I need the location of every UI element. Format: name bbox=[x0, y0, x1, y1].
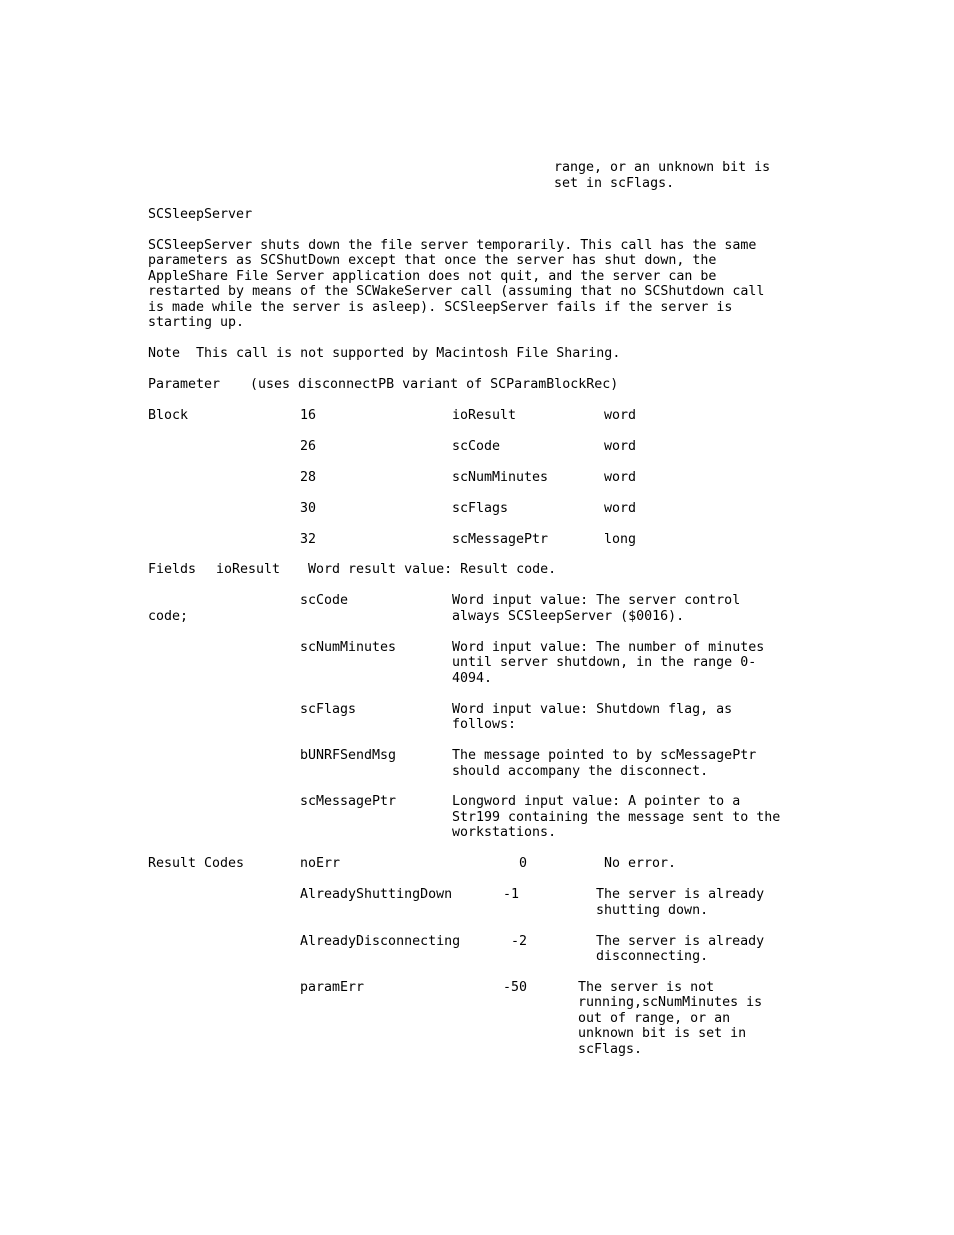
param-offset: 28 bbox=[300, 470, 317, 485]
result-code-desc: The server is already bbox=[596, 887, 765, 902]
continuation-line-2: set in scFlags. bbox=[554, 176, 675, 191]
param-type: word bbox=[604, 501, 637, 516]
field-name: bUNRFSendMsg bbox=[300, 748, 397, 763]
result-code-desc: unknown bit is set in bbox=[578, 1026, 747, 1041]
field-desc: always SCSleepServer ($0016). bbox=[452, 609, 685, 624]
description-line: starting up. bbox=[148, 315, 245, 330]
param-offset: 30 bbox=[300, 501, 317, 516]
result-code-name: AlreadyDisconnecting bbox=[300, 934, 461, 949]
continuation-line-1: range, or an unknown bit is bbox=[554, 160, 771, 175]
param-type: word bbox=[604, 470, 637, 485]
result-code-desc: shutting down. bbox=[596, 903, 709, 918]
result-code-name: noErr bbox=[300, 856, 341, 871]
block-label: Block bbox=[148, 408, 189, 423]
result-code-value: -2 bbox=[511, 934, 528, 949]
note-text: Note This call is not supported by Macintosh File Sharing. bbox=[148, 346, 621, 361]
param-name: scFlags bbox=[452, 501, 509, 516]
field-name: scFlags bbox=[300, 702, 357, 717]
result-code-desc: No error. bbox=[604, 856, 677, 871]
field-name: scCode bbox=[300, 593, 349, 608]
section-heading: SCSleepServer bbox=[148, 207, 253, 222]
description-line: SCSleepServer shuts down the file server temporarily. This call has the same bbox=[148, 238, 757, 253]
result-codes-label: Result Codes bbox=[148, 856, 245, 871]
result-code-value: 0 bbox=[519, 856, 528, 871]
field-desc: Word input value: The server control bbox=[452, 593, 741, 608]
field-desc: Word input value: The number of minutes bbox=[452, 640, 765, 655]
result-code-desc: out of range, or an bbox=[578, 1011, 731, 1026]
field-desc: Word result value: Result code. bbox=[308, 562, 557, 577]
field-desc: should accompany the disconnect. bbox=[452, 764, 709, 779]
description-line: restarted by means of the SCWakeServer call (assuming that no SCShutdown call bbox=[148, 284, 765, 299]
param-name: ioResult bbox=[452, 408, 517, 423]
result-code-desc: disconnecting. bbox=[596, 949, 709, 964]
param-offset: 32 bbox=[300, 532, 317, 547]
param-type: word bbox=[604, 439, 637, 454]
result-code-desc: scFlags. bbox=[578, 1042, 643, 1057]
param-offset: 16 bbox=[300, 408, 317, 423]
field-desc: The message pointed to by scMessagePtr bbox=[452, 748, 757, 763]
param-type: word bbox=[604, 408, 637, 423]
field-desc: Str199 containing the message sent to the bbox=[452, 810, 781, 825]
parameter-label: Parameter bbox=[148, 377, 221, 392]
description-line: parameters as SCShutDown except that once the server has shut down, the bbox=[148, 253, 717, 268]
param-offset: 26 bbox=[300, 439, 317, 454]
field-name: ioResult bbox=[216, 562, 281, 577]
field-name: scMessagePtr bbox=[300, 794, 397, 809]
result-code-desc: The server is not bbox=[578, 980, 715, 995]
result-code-desc: The server is already bbox=[596, 934, 765, 949]
field-desc: until server shutdown, in the range 0- bbox=[452, 655, 757, 670]
field-desc: Longword input value: A pointer to a bbox=[452, 794, 741, 809]
result-code-desc: running,scNumMinutes is bbox=[578, 995, 763, 1010]
field-extra: code; bbox=[148, 609, 189, 624]
param-name: scNumMinutes bbox=[452, 470, 549, 485]
fields-label: Fields bbox=[148, 562, 197, 577]
param-name: scMessagePtr bbox=[452, 532, 549, 547]
result-code-value: -1 bbox=[503, 887, 520, 902]
description-line: is made while the server is asleep). SCSleepServer fails if the server is bbox=[148, 300, 733, 315]
field-name: scNumMinutes bbox=[300, 640, 397, 655]
field-desc: Word input value: Shutdown flag, as bbox=[452, 702, 733, 717]
result-code-value: -50 bbox=[503, 980, 528, 995]
description-line: AppleShare File Server application does not quit, and the server can be bbox=[148, 269, 717, 284]
result-code-name: paramErr bbox=[300, 980, 365, 995]
field-desc: 4094. bbox=[452, 671, 493, 686]
field-desc: workstations. bbox=[452, 825, 557, 840]
field-desc: follows: bbox=[452, 717, 517, 732]
result-code-name: AlreadyShuttingDown bbox=[300, 887, 453, 902]
param-type: long bbox=[604, 532, 637, 547]
parameter-text: (uses disconnectPB variant of SCParamBlockRec) bbox=[250, 377, 619, 392]
param-name: scCode bbox=[452, 439, 501, 454]
